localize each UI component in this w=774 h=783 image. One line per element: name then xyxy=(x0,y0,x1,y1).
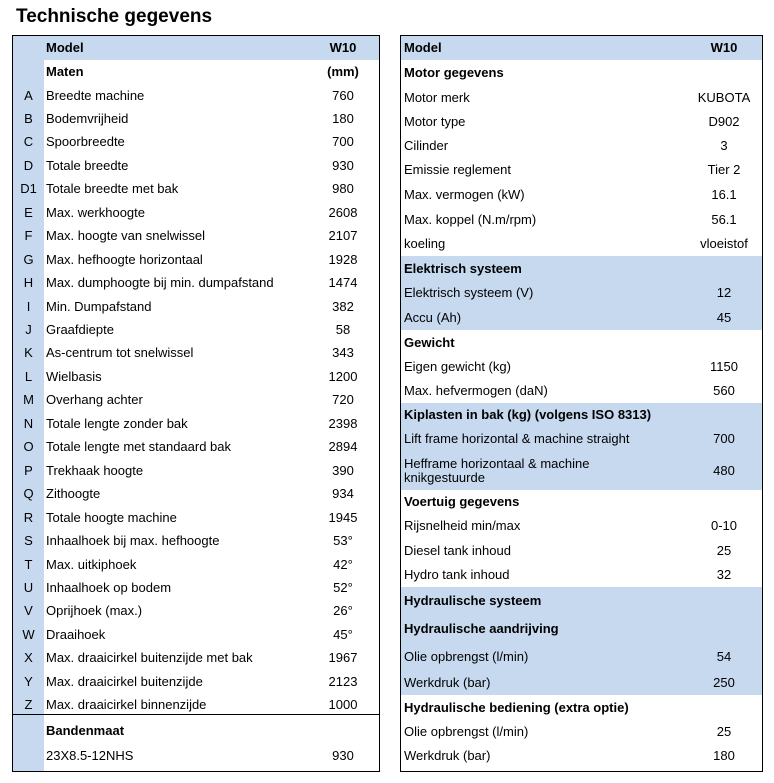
table-row xyxy=(13,131,379,154)
table-row xyxy=(401,514,762,538)
row-letter: R xyxy=(23,509,34,525)
section-row xyxy=(401,330,762,355)
table-row xyxy=(13,319,379,342)
section-label: Hydraulische systeem xyxy=(404,592,542,608)
row-label: Totale lengte met standaard bak xyxy=(46,439,232,455)
row-letter: A xyxy=(24,87,33,103)
table-row xyxy=(401,427,762,451)
row-label: Elektrisch systeem (V) xyxy=(404,285,534,300)
row-label: Min. Dumpafstand xyxy=(46,298,152,314)
row-value: 382 xyxy=(332,298,354,314)
row-label: Totale breedte xyxy=(46,157,129,173)
table-row xyxy=(401,720,762,744)
section-label: Hydraulische aandrijving xyxy=(404,621,559,636)
row-label: Max. uitkiphoek xyxy=(46,556,137,572)
table-row xyxy=(401,451,762,490)
row-label: Wielbasis xyxy=(46,368,102,384)
row-label: Max. werkhoogte xyxy=(46,204,145,220)
row-letter: L xyxy=(24,368,33,384)
row-letter: I xyxy=(26,298,31,314)
section-label: Elektrisch systeem xyxy=(404,260,522,276)
row-label: Max. vermogen (kW) xyxy=(404,186,525,202)
row-value: 390 xyxy=(332,462,354,478)
row-value: 45 xyxy=(716,309,732,325)
row-label: Motor type xyxy=(404,114,466,129)
table-row xyxy=(401,207,762,232)
row-value: 180 xyxy=(713,747,735,763)
table-row xyxy=(401,158,762,182)
section-label: Gewicht xyxy=(404,334,455,350)
row-label: Inhaalhoek op bodem xyxy=(46,579,172,595)
row-value: 1150 xyxy=(710,359,738,374)
row-label: Cilinder xyxy=(404,138,449,153)
row-letter: D xyxy=(23,157,34,173)
table-row xyxy=(13,342,379,365)
row-value: 25 xyxy=(716,542,732,558)
row-letter: S xyxy=(24,533,33,549)
row-value: 343 xyxy=(332,345,354,361)
table-row xyxy=(13,107,379,130)
row-value: 180 xyxy=(332,110,354,126)
row-label: Rijsnelheid min/max xyxy=(404,518,521,533)
row-label: Spoorbreedte xyxy=(46,134,125,150)
table-row xyxy=(401,232,762,256)
tires-divider xyxy=(13,714,379,715)
row-value: 42° xyxy=(333,556,353,572)
section-row xyxy=(401,403,762,427)
row-value: 1928 xyxy=(328,251,358,267)
row-letter: E xyxy=(24,204,33,220)
row-value: 2123 xyxy=(328,673,358,689)
row-value: 700 xyxy=(713,431,735,446)
row-label: Hydro tank inhoud xyxy=(404,567,510,582)
tires-row xyxy=(13,745,379,767)
section-row xyxy=(401,256,762,281)
table-row xyxy=(401,538,762,563)
table-row xyxy=(13,600,379,623)
table-row xyxy=(13,154,379,177)
row-value: 720 xyxy=(332,392,354,408)
row-label: Max. draaicirkel binnenzijde xyxy=(46,697,207,713)
row-value: 2608 xyxy=(328,204,358,220)
row-value: 58 xyxy=(335,322,351,337)
row-letter: G xyxy=(23,251,34,267)
section-row xyxy=(401,614,762,644)
row-label: Totale hoogte machine xyxy=(46,509,177,525)
row-letter: W xyxy=(22,626,35,642)
row-value: 1967 xyxy=(328,650,358,666)
row-label: Max. hefvermogen (daN) xyxy=(404,383,548,398)
row-letter: F xyxy=(24,228,33,244)
row-label: Zithoogte xyxy=(46,486,101,502)
tires-label: 23X8.5-12NHS xyxy=(46,748,134,763)
table-row xyxy=(13,576,379,599)
row-label: Totale lengte zonder bak xyxy=(46,415,188,431)
row-letter: H xyxy=(23,275,34,291)
row-value: 980 xyxy=(332,181,354,197)
row-value: 52° xyxy=(333,579,353,595)
row-label: Hefframe horizontaal & machine knikgestuurde xyxy=(404,455,590,485)
row-letter: D1 xyxy=(20,181,37,197)
row-value: 56.1 xyxy=(711,211,737,227)
row-label: Werkdruk (bar) xyxy=(404,674,491,690)
page-title: Technische gegevens xyxy=(16,6,213,27)
table-row xyxy=(13,530,379,553)
table-row xyxy=(13,178,379,201)
row-label: Max. dumphoogte bij min. dumpafstand xyxy=(46,275,274,291)
row-label: Trekhaak hoogte xyxy=(46,462,144,478)
header-model-value: W10 xyxy=(710,40,738,55)
row-value: 700 xyxy=(332,134,354,150)
section-row xyxy=(13,60,379,84)
row-value: 2894 xyxy=(328,439,358,455)
header-label: Model xyxy=(404,40,442,55)
row-letter: N xyxy=(23,415,34,431)
row-letter: T xyxy=(24,556,33,572)
row-letter: O xyxy=(23,439,34,455)
row-letter: X xyxy=(24,650,33,666)
row-value: D902 xyxy=(708,114,740,129)
row-value: 2107 xyxy=(328,228,358,244)
row-label: Accu (Ah) xyxy=(404,309,462,325)
section-label: Maten xyxy=(46,64,84,79)
row-label: Lift frame horizontal & machine straight xyxy=(404,431,630,446)
row-label: Oprijhoek (max.) xyxy=(46,603,143,619)
tires-title-row xyxy=(13,720,379,742)
row-value: 1000 xyxy=(328,697,358,713)
row-label: Max. koppel (N.m/rpm) xyxy=(404,211,537,227)
row-value: 3 xyxy=(720,138,728,153)
table-row xyxy=(13,201,379,224)
table-row xyxy=(13,623,379,646)
table-row xyxy=(13,553,379,576)
tires-value: 930 xyxy=(332,748,354,763)
table-row xyxy=(401,182,762,207)
row-value: 25 xyxy=(716,724,732,739)
row-label: Draaihoek xyxy=(46,626,106,642)
table-row xyxy=(401,744,762,767)
row-letter: Z xyxy=(24,697,33,713)
specs-table xyxy=(400,35,763,772)
row-value: 250 xyxy=(713,674,735,690)
row-value: 1200 xyxy=(328,368,358,384)
table-row xyxy=(401,563,762,587)
table-row xyxy=(13,412,379,435)
dimensions-table xyxy=(12,35,380,772)
row-label: Eigen gewicht (kg) xyxy=(404,359,511,374)
row-value: 1945 xyxy=(328,509,358,525)
table-row xyxy=(13,225,379,248)
header-label: Model xyxy=(46,40,84,55)
row-label: Max. hoogte van snelwissel xyxy=(46,228,205,244)
table-row xyxy=(401,305,762,330)
table-row xyxy=(13,459,379,482)
table-row xyxy=(13,272,379,295)
row-letter: P xyxy=(24,462,33,478)
table-row xyxy=(401,670,762,695)
row-label: Bodemvrijheid xyxy=(46,110,129,126)
table-row xyxy=(13,248,379,271)
row-value: 12 xyxy=(716,285,732,300)
row-value: 16.1 xyxy=(711,186,737,202)
table-row xyxy=(401,110,762,134)
table-row xyxy=(13,295,379,318)
table-row xyxy=(401,379,762,403)
table-header xyxy=(13,36,379,60)
row-letter: K xyxy=(24,345,33,361)
row-value: 560 xyxy=(713,383,735,398)
row-value: 54 xyxy=(716,649,732,664)
table-row xyxy=(13,365,379,388)
table-row xyxy=(13,670,379,693)
section-label: Motor gegevens xyxy=(404,65,504,80)
row-label: Max. hefhoogte horizontaal xyxy=(46,251,203,267)
row-value: 53° xyxy=(333,533,353,549)
table-row xyxy=(13,84,379,107)
section-row xyxy=(401,490,762,514)
section-row xyxy=(401,695,762,720)
row-value: 26° xyxy=(333,603,353,619)
row-letter: Y xyxy=(24,673,33,689)
row-value: 1474 xyxy=(328,275,358,291)
row-label: Olie opbrengst (l/min) xyxy=(404,649,529,664)
row-value: Tier 2 xyxy=(707,162,741,177)
table-row xyxy=(401,355,762,379)
section-unit: (mm) xyxy=(327,64,359,79)
header-model-value: W10 xyxy=(329,40,357,55)
table-row xyxy=(401,134,762,158)
table-row xyxy=(13,647,379,670)
row-value: KUBOTA xyxy=(697,90,751,105)
row-label: As-centrum tot snelwissel xyxy=(46,345,194,361)
table-row xyxy=(13,389,379,412)
row-value: 0-10 xyxy=(710,518,738,533)
row-value: 2398 xyxy=(328,415,358,431)
section-label: Hydraulische bediening (extra optie) xyxy=(404,699,629,715)
section-label: Kiplasten in bak (kg) (volgens ISO 8313) xyxy=(404,407,652,422)
row-value: 930 xyxy=(332,157,354,173)
tires-title: Bandenmaat xyxy=(46,723,125,738)
row-label: Diesel tank inhoud xyxy=(404,542,511,558)
table-row xyxy=(401,281,762,305)
row-letter: U xyxy=(23,579,34,595)
row-value: 32 xyxy=(716,567,732,582)
row-letter: V xyxy=(24,603,33,619)
table-row xyxy=(401,644,762,670)
table-row xyxy=(13,506,379,529)
row-letter: M xyxy=(23,392,34,408)
row-label: Overhang achter xyxy=(46,392,143,408)
section-row xyxy=(401,587,762,614)
row-label: Breedte machine xyxy=(46,87,145,103)
row-label: Olie opbrengst (l/min) xyxy=(404,724,529,739)
row-label: Emissie reglement xyxy=(404,162,511,177)
section-row xyxy=(401,60,762,86)
table-row xyxy=(13,436,379,459)
row-value: 45° xyxy=(333,626,353,642)
row-label: Inhaalhoek bij max. hefhoogte xyxy=(46,533,220,549)
row-label: Max. draaicirkel buitenzijde xyxy=(46,673,203,689)
row-label: Motor merk xyxy=(404,90,470,105)
row-label: Totale breedte met bak xyxy=(46,181,179,197)
row-value: 480 xyxy=(713,462,735,478)
row-letter: B xyxy=(24,110,33,126)
table-header xyxy=(401,36,762,60)
row-label: koeling xyxy=(404,236,446,251)
row-value: vloeistof xyxy=(700,236,748,251)
table-row xyxy=(13,483,379,506)
row-letter: C xyxy=(23,134,34,150)
row-value: 760 xyxy=(332,87,354,103)
row-label: Max. draaicirkel buitenzijde met bak xyxy=(46,650,253,666)
section-label: Voertuig gegevens xyxy=(404,494,520,509)
row-label: Werkdruk (bar) xyxy=(404,747,491,763)
table-row xyxy=(401,86,762,110)
row-letter: Q xyxy=(23,486,34,502)
row-label: Graafdiepte xyxy=(46,322,114,337)
row-letter: J xyxy=(25,322,32,337)
row-value: 934 xyxy=(332,486,354,502)
